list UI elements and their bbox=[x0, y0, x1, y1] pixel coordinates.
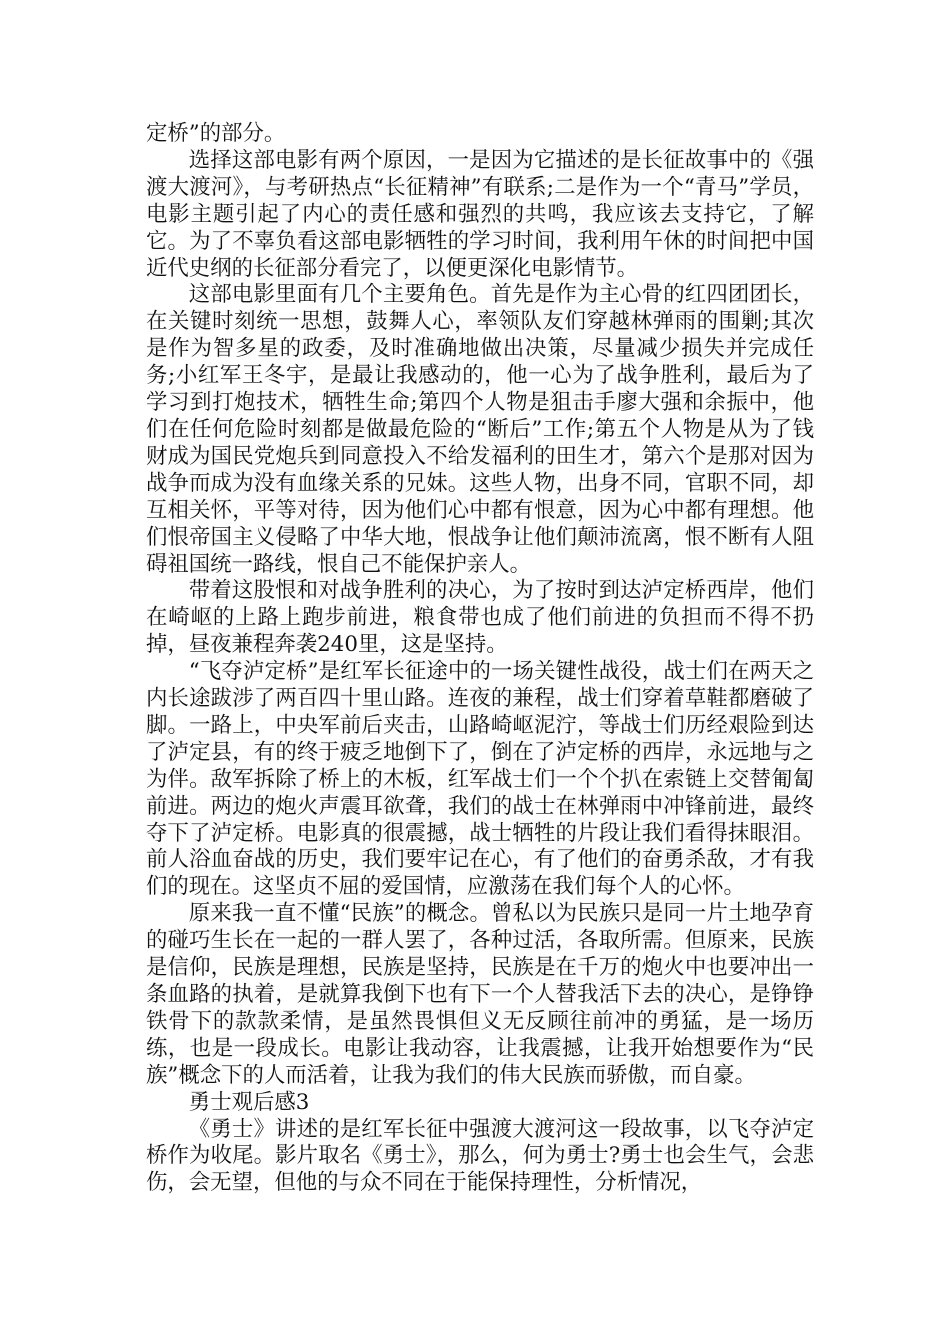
paragraph-characters: 这部电影里面有几个主要角色。首先是作为主心骨的红四团团长，在关键时刻统一思想，鼓舞人心，率领队友们穿越林弹雨的围剿;其次是作为智多星的政委，及时准确地做出决策，尽量减少损失并完成任务;小红军王冬宇，是最让我感动的，他一心为了战争胜利，最后为了学习到打炮技术，牺牲生命;第四个人物是狙击手廖大强和余振中，他们在任何危险时刻都是做最危险的“断后”工作;第五个人物是从为了钱财成为国民党炮兵到同意投入不给发福利的田生才，第六个是那对因为战争而成为没有血缘关系的兄妹。这些人物，出身不同，官职不同，却互相关怀，平等对待，因为他们心中都有恨意，因为心中都有理想。他们恨帝国主义侵略了中华大地，恨战争让他们颠沛流离，恨不断有人阻碍祖国统一路线，恨自己不能保护亲人。 bbox=[146, 282, 814, 577]
paragraph-luding-bridge: “飞夺泸定桥”是红军长征途中的一场关键性战役，战士们在两天之内长途跋涉了两百四十里山路。连夜的兼程，战士们穿着草鞋都磨破了脚。一路上，中央军前后夹击，山路崎岖泥泞，等战士们历经艰险到达了泸定县，有的终于疲乏地倒下了，倒在了泸定桥的西岸，永远地与之为伴。敌军拆除了桥上的木板，红军战士们一个个扒在索链上交替匍匐前进。两边的炮火声震耳欲聋，我们的战士在林弹雨中冲锋前进，最终夺下了泸定桥。电影真的很震撼，战士牺牲的片段让我们看得抹眼泪。前人浴血奋战的历史，我们要牢记在心，有了他们的奋勇杀敌，才有我们的现在。这坚贞不屈的爱国情，应激荡在我们每个人的心怀。 bbox=[146, 659, 814, 900]
paragraph-reasons: 选择这部电影有两个原因，一是因为它描述的是长征故事中的《强渡大渡河》，与考研热点“长征精神”有联系;二是作为一个“青马”学员，电影主题引起了内心的责任感和强烈的共鸣，我应该去支持它，了解它。为了不辜负看这部电影牺牲的学习时间，我利用午休的时间把中国近代史纲的长征部分看完了，以便更深化电影情节。 bbox=[146, 147, 814, 281]
paragraph-warriors: 《勇士》讲述的是红军长征中强渡大渡河这一段故事，以飞夺泸定桥作为收尾。影片取名《勇士》，那么，何为勇士?勇士也会生气，会悲伤，会无望，但他的与众不同在于能保持理性，分析情况， bbox=[146, 1116, 814, 1196]
paragraph-nation: 原来我一直不懂“民族”的概念。曾私以为民族只是同一片土地孕育的碰巧生长在一起的一群人罢了，各种过活，各取所需。但原来，民族是信仰，民族是理想，民族是坚持，民族是在千万的炮火中也要冲出一条血路的执着，是就算我倒下也有下一个人替我活下去的决心，是铮铮铁骨下的款款柔情，是虽然畏惧但义无反顾往前冲的勇猛，是一场历练，也是一段成长。电影让我动容，让我震撼，让我开始想要作为“民族”概念下的人而活着，让我为我们的伟大民族而骄傲，而自豪。 bbox=[146, 901, 814, 1088]
document-page bbox=[146, 121, 814, 1197]
section-heading: 勇士观后感3 bbox=[188, 1089, 310, 1115]
paragraph-determination: 带着这股恨和对战争胜利的决心，为了按时到达泸定桥西岸，他们在崎岖的上路上跑步前进，粮食带也成了他们前进的负担而不得不扔掉，昼夜兼程奔袭240里，这是坚持。 bbox=[146, 578, 814, 658]
paragraph-continuation: 定桥”的部分。 bbox=[146, 121, 286, 146]
